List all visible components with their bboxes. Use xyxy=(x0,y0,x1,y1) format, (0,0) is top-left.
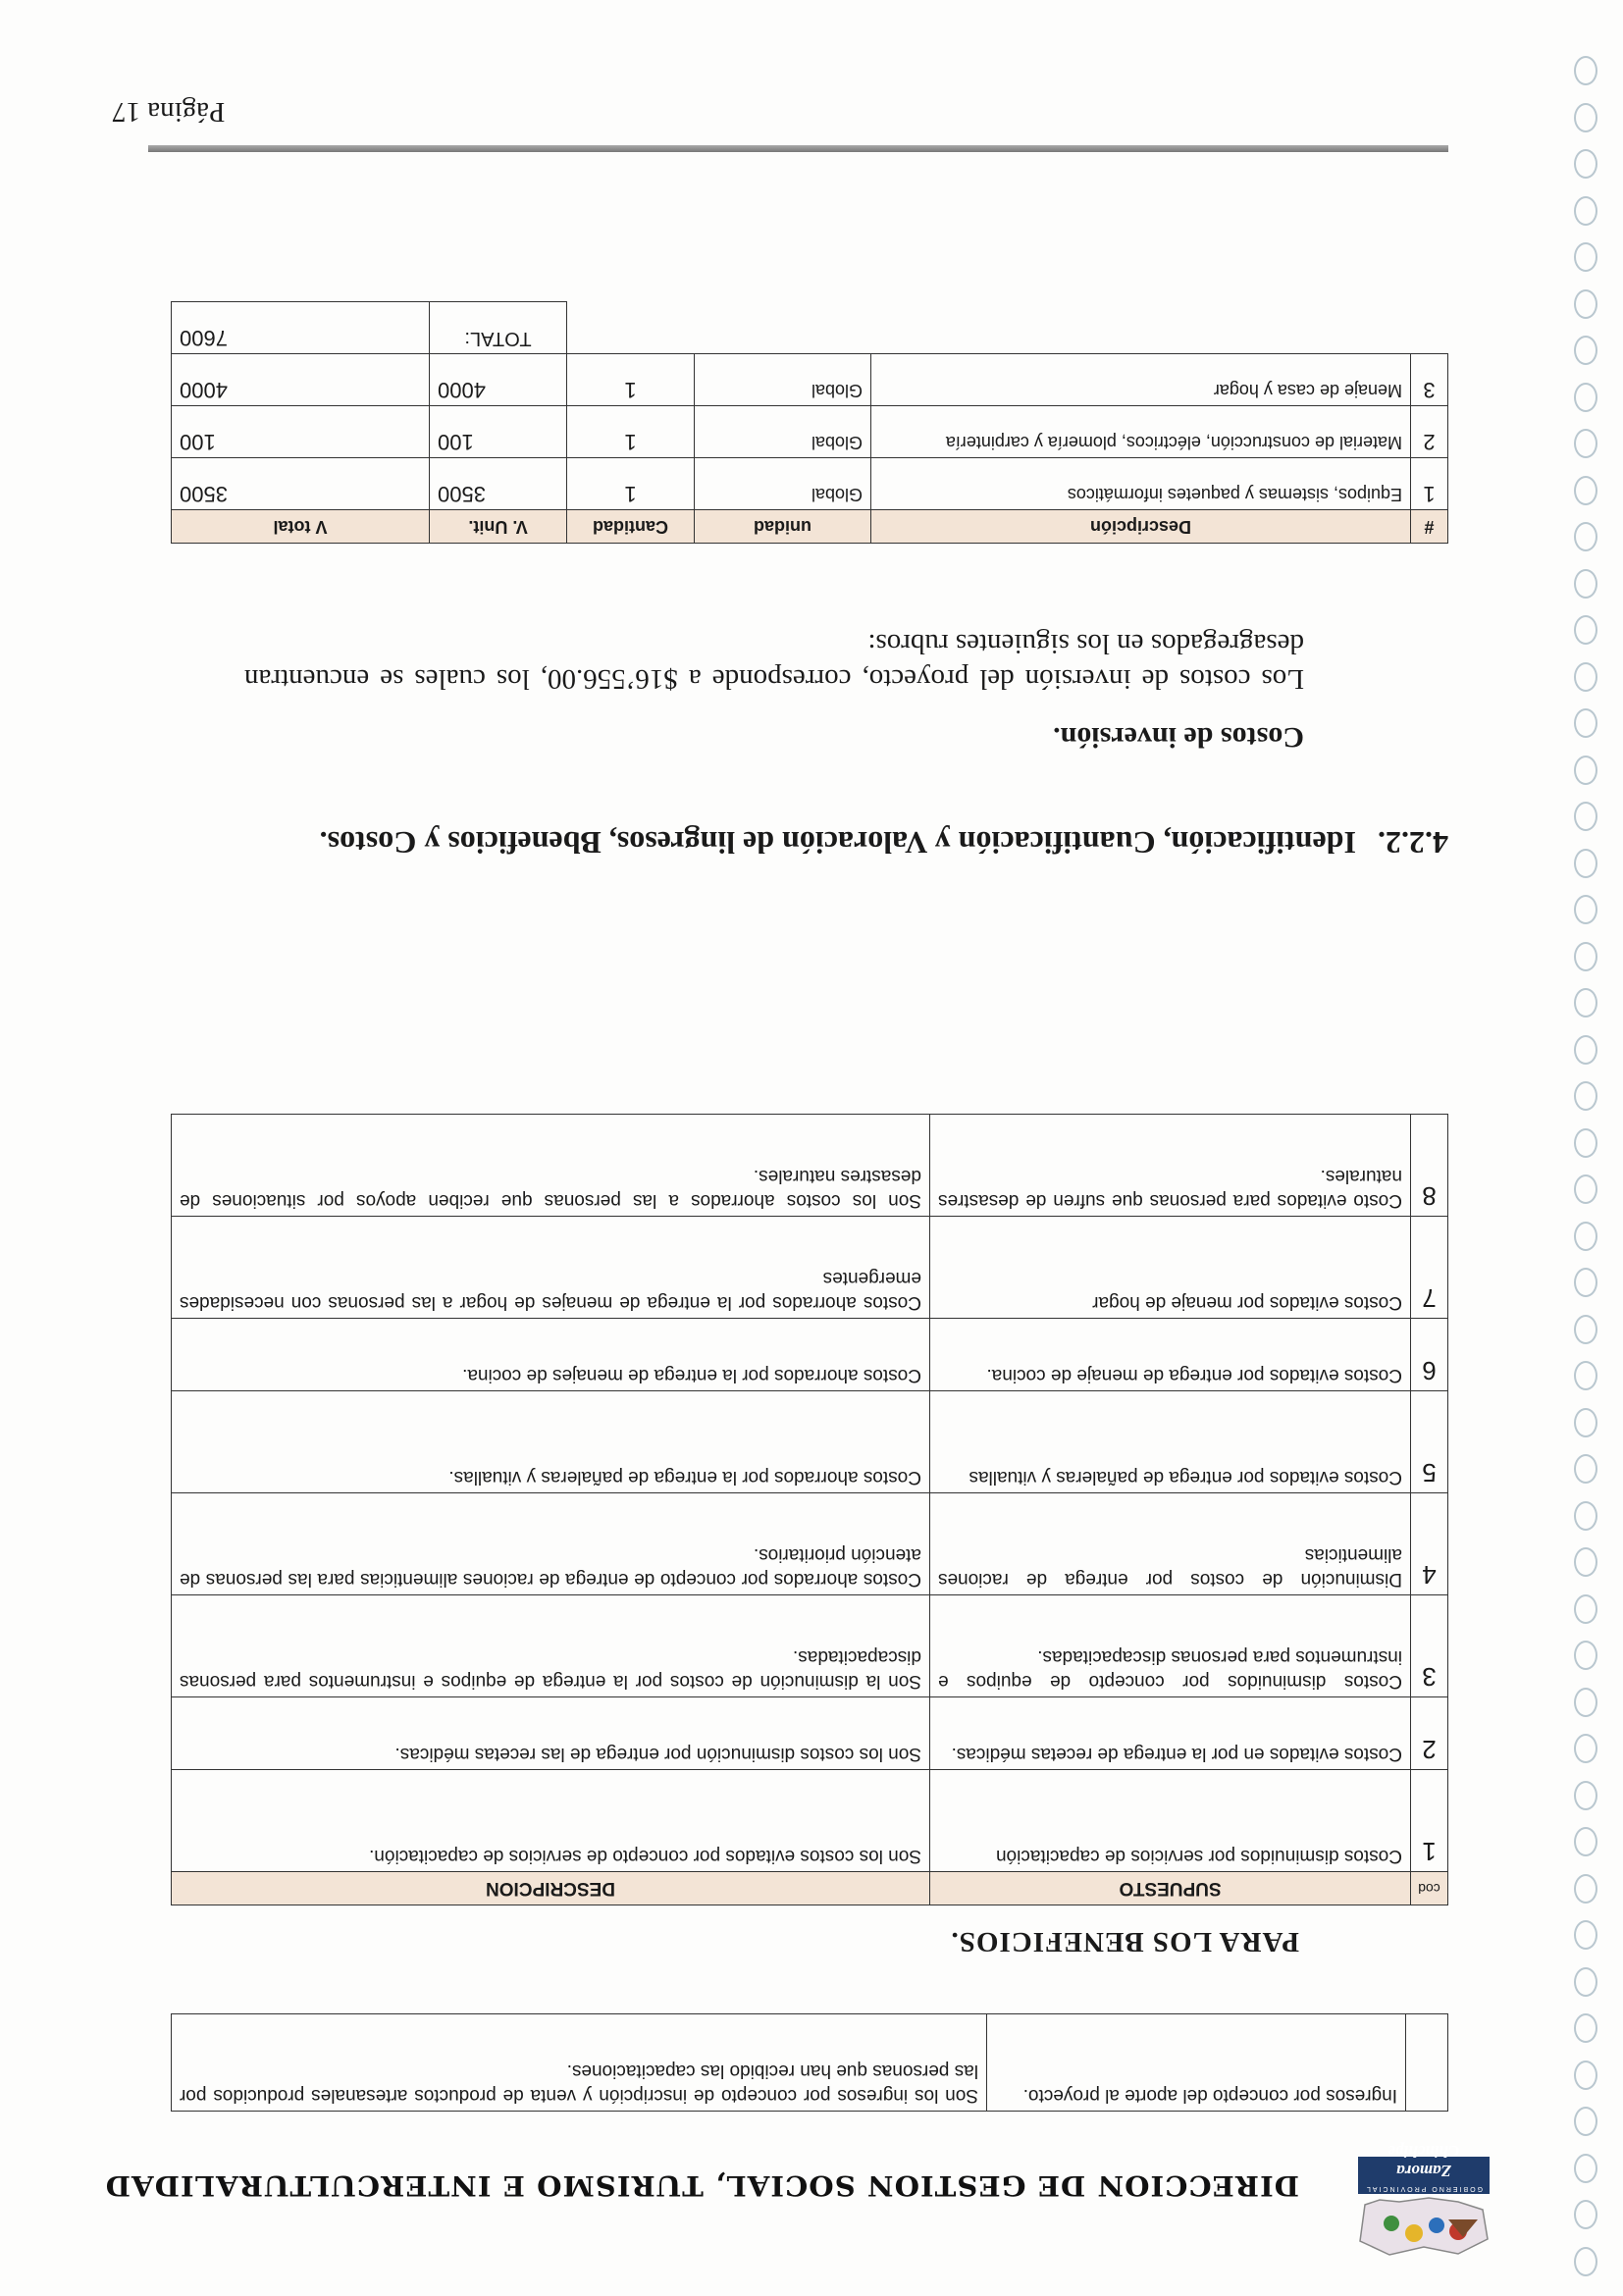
binding-hole xyxy=(1574,2201,1597,2230)
binding-hole xyxy=(1574,2108,1597,2137)
department-header-title: DIRECCION DE GESTION SOCIAL, TURISMO E INTERCULTURALIDAD xyxy=(104,2169,1299,2202)
descripcion-cell: Costos ahorrados por la entrega de menajes de hogar a las personas con necesidades emergentes xyxy=(172,1217,930,1319)
supuesto-cell: Costos disminuidos por servicios de capacitación xyxy=(930,1770,1411,1872)
v-total-cell: 100 xyxy=(172,406,430,458)
header-descripcion: Descripción xyxy=(871,510,1411,544)
cod-cell: 3 xyxy=(1411,1595,1448,1697)
v-total-cell: 3500 xyxy=(172,458,430,510)
row-number: 3 xyxy=(1411,354,1448,406)
binding-hole xyxy=(1574,289,1597,319)
binding-hole xyxy=(1574,1967,1597,1997)
table-row xyxy=(172,1115,1448,1217)
supuesto-cell: Disminución de costos por entrega de raciones alimenticias xyxy=(930,1493,1411,1595)
provincial-government-logo xyxy=(1350,2142,1497,2259)
binding-hole xyxy=(1574,756,1597,785)
investment-table-body xyxy=(172,354,1448,510)
binding-hole xyxy=(1574,1408,1597,1437)
header-v-unit: V. Unit. xyxy=(430,510,567,544)
binding-hole xyxy=(1574,1921,1597,1951)
table-row xyxy=(172,1391,1448,1493)
v-unit-cell: 3500 xyxy=(430,458,567,510)
binding-hole xyxy=(1574,1594,1597,1624)
benefits-table-header xyxy=(172,1872,1448,1905)
cod-cell: 4 xyxy=(1411,1493,1448,1595)
income-table-fragment xyxy=(171,2013,1448,2112)
table-row xyxy=(172,1319,1448,1391)
binding-hole xyxy=(1574,523,1597,552)
header-unidad: unidad xyxy=(695,510,871,544)
descripcion-cell: Son la disminución de costos por la entrega de equipos e instrumentos para personas discapacitadas. xyxy=(172,1595,930,1697)
page-number: Página 17 xyxy=(112,96,226,128)
binding-hole xyxy=(1574,803,1597,832)
binding-hole xyxy=(1574,2154,1597,2183)
row-number: 1 xyxy=(1411,458,1448,510)
benefits-heading: PARA LOS BENEFICIOS. xyxy=(950,1926,1299,1957)
binding-hole xyxy=(1574,1128,1597,1158)
section-number: 4.2.2. xyxy=(1378,825,1448,861)
table-row xyxy=(172,2014,1448,2112)
supuesto-cell: Costos evitados por entrega de menaje de cocina. xyxy=(930,1319,1411,1391)
supuesto-cell: Costos disminuidos por concepto de equipos e instrumentos para personas discapacitadas. xyxy=(930,1595,1411,1697)
header-num: # xyxy=(1411,510,1448,544)
supuesto-cell: Costos evitados por menaje de hogar xyxy=(930,1217,1411,1319)
binding-hole xyxy=(1574,616,1597,646)
descripcion-cell: Costos ahorrados por concepto de entrega de raciones alimenticias para las personas de atención prioritarios. xyxy=(172,1493,930,1595)
binding-hole xyxy=(1574,849,1597,878)
benefits-table-body xyxy=(172,1115,1448,1872)
cod-cell: 7 xyxy=(1411,1217,1448,1319)
row-number: 2 xyxy=(1411,406,1448,458)
v-unit-cell: 4000 xyxy=(430,354,567,406)
cod-cell: 5 xyxy=(1411,1391,1448,1493)
supuesto-cell: Ingresos por concepto del aporte al proyecto. xyxy=(987,2014,1406,2112)
binding-hole xyxy=(1574,1455,1597,1485)
section-title: Identificación, Cuantificación y Valoración de lingresos, Bbeneficios y Costos. xyxy=(319,825,1356,861)
table-row xyxy=(172,354,1448,406)
binding-hole xyxy=(1574,1735,1597,1764)
row-number xyxy=(1406,2014,1448,2112)
binding-hole xyxy=(1574,1269,1597,1298)
header-v-total: V total xyxy=(172,510,430,544)
binding-hole xyxy=(1574,1874,1597,1904)
binding-hole xyxy=(1574,1222,1597,1251)
binding-hole xyxy=(1574,1362,1597,1391)
binding-hole xyxy=(1574,896,1597,925)
investment-costs-table xyxy=(171,301,1448,544)
binding-hole xyxy=(1574,989,1597,1018)
descripcion-cell: Son los ingresos por concepto de inscripción y venta de productos artesanales producidos por las personas que han recibido las capacitaciones. xyxy=(172,2014,987,2112)
descripcion-cell: Son los costos evitados por concepto de servicios de capacitación. xyxy=(172,1770,930,1872)
binding-hole xyxy=(1574,1501,1597,1531)
binding-hole xyxy=(1574,2247,1597,2276)
binding-hole xyxy=(1574,662,1597,692)
unidad-cell: Global xyxy=(695,458,871,510)
binding-hole xyxy=(1574,103,1597,132)
section-4-2-2-heading xyxy=(192,822,1448,863)
binding-hole xyxy=(1574,1688,1597,1717)
unidad-cell: Global xyxy=(695,354,871,406)
descripcion-cell: Material de construcción, eléctricos, plomería y carpintería xyxy=(871,406,1411,458)
table-row xyxy=(172,406,1448,458)
investment-table-header xyxy=(172,510,1448,544)
table-row xyxy=(172,1217,1448,1319)
descripcion-cell: Costos ahorrados por la entrega de pañaleras y vituallas. xyxy=(172,1391,930,1493)
binding-hole xyxy=(1574,1548,1597,1578)
supuesto-cell: Costos evitados en por la entrega de recetas médicas. xyxy=(930,1697,1411,1770)
descripcion-cell: Son los costos disminución por entrega de las recetas médicas. xyxy=(172,1697,930,1770)
header-supuesto: SUPUESTO xyxy=(930,1872,1411,1905)
unidad-cell: Global xyxy=(695,406,871,458)
binding-hole xyxy=(1574,57,1597,86)
footer-divider xyxy=(148,145,1448,152)
binding-hole xyxy=(1574,243,1597,273)
spiral-binding-holes xyxy=(1566,20,1605,2276)
descripcion-cell: Son los costos ahorrados a las personas que reciben apoyos por situaciones de desastres naturales. xyxy=(172,1115,930,1217)
descripcion-cell: Menaje de casa y hogar xyxy=(871,354,1411,406)
header-cantidad: Cantidad xyxy=(567,510,695,544)
binding-hole xyxy=(1574,337,1597,366)
binding-hole xyxy=(1574,383,1597,412)
binding-hole xyxy=(1574,709,1597,739)
investment-total-row xyxy=(172,302,1448,354)
investment-costs-heading: Costos de inversión. xyxy=(1053,721,1304,754)
binding-hole xyxy=(1574,2014,1597,2044)
investment-costs-paragraph: Los costos de inversión del proyecto, corresponde a $16’556.00, los cuales se encuentran desagregados en los siguientes rubros: xyxy=(244,628,1304,695)
total-value: 7600 xyxy=(172,302,430,354)
binding-hole xyxy=(1574,569,1597,599)
cod-cell: 2 xyxy=(1411,1697,1448,1770)
logo-text-small: GOBIERNO PROVINCIAL xyxy=(1364,2185,1484,2192)
descripcion-cell: Equipos, sistemas y paquetes informáticos xyxy=(871,458,1411,510)
table-row xyxy=(172,458,1448,510)
header-descripcion: DESCRIPCION xyxy=(172,1872,930,1905)
binding-hole xyxy=(1574,1642,1597,1671)
cantidad-cell: 1 xyxy=(567,354,695,406)
table-row xyxy=(172,1770,1448,1872)
cantidad-cell: 1 xyxy=(567,458,695,510)
v-total-cell: 4000 xyxy=(172,354,430,406)
supuesto-cell: Costos evitados por entrega de pañaleras y vituallas xyxy=(930,1391,1411,1493)
benefits-table xyxy=(171,1114,1448,1905)
binding-hole xyxy=(1574,1035,1597,1065)
v-unit-cell: 100 xyxy=(430,406,567,458)
binding-hole xyxy=(1574,1828,1597,1857)
cod-cell: 8 xyxy=(1411,1115,1448,1217)
binding-hole xyxy=(1574,196,1597,226)
binding-hole xyxy=(1574,430,1597,459)
total-label: TOTAL: xyxy=(430,302,567,354)
cantidad-cell: 1 xyxy=(567,406,695,458)
income-table-body xyxy=(172,2014,1448,2112)
binding-hole xyxy=(1574,2061,1597,2090)
supuesto-cell: Costo evitados para personas que sufren de desastres naturales. xyxy=(930,1115,1411,1217)
logo-text-name: Zamora Chinchipe xyxy=(1387,2142,1460,2180)
table-row xyxy=(172,1697,1448,1770)
binding-hole xyxy=(1574,942,1597,971)
cod-cell: 1 xyxy=(1411,1770,1448,1872)
binding-hole xyxy=(1574,1175,1597,1205)
binding-hole xyxy=(1574,1781,1597,1810)
binding-hole xyxy=(1574,476,1597,505)
binding-hole xyxy=(1574,1315,1597,1344)
binding-hole xyxy=(1574,1082,1597,1112)
descripcion-cell: Costos ahorrados por la entrega de menajes de cocina. xyxy=(172,1319,930,1391)
table-row xyxy=(172,1493,1448,1595)
header-cod: cod xyxy=(1411,1872,1448,1905)
cod-cell: 6 xyxy=(1411,1319,1448,1391)
table-row xyxy=(172,1595,1448,1697)
binding-hole xyxy=(1574,150,1597,180)
